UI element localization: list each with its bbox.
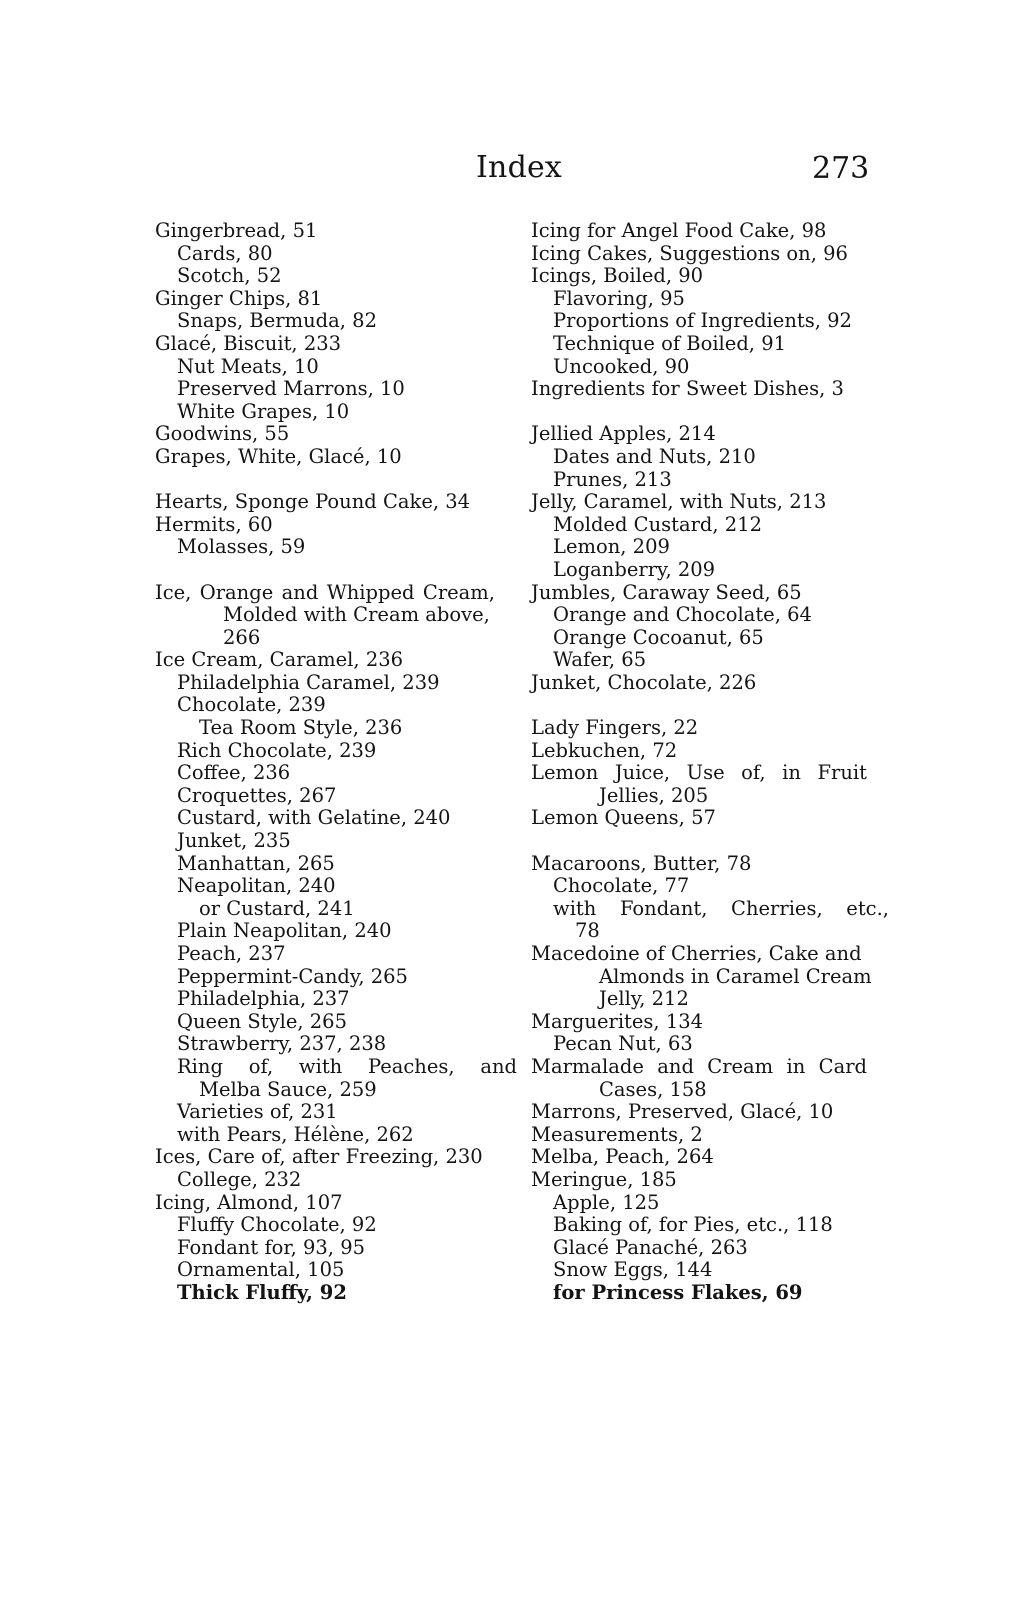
entry-spacer (531, 694, 891, 717)
index-subentry: Junket, 235 (177, 829, 291, 853)
index-subentry: Wafer, 65 (553, 648, 647, 672)
index-subentry: Custard, with Gelatine, 240 (177, 806, 451, 830)
index-subentry: Ornamental, 105 (177, 1258, 345, 1282)
index-entry: Ice, Orange and Whipped Cream, (155, 580, 495, 604)
index-entry: Icing Cakes, Suggestions on, 96 (531, 241, 848, 265)
index-entry: Jelly, Caramel, with Nuts, 213 (531, 490, 827, 514)
index-subentry: 266 (223, 625, 261, 649)
index-entry: Ices, Care of, after Freezing, 230 (155, 1145, 483, 1169)
index-subentry: Jellies, 205 (599, 783, 709, 807)
index-subentry: Dates and Nuts, 210 (553, 444, 756, 468)
index-entry: Hermits, 60 (155, 512, 273, 536)
index-subentry: Philadelphia Caramel, 239 (177, 670, 440, 694)
index-entry: Measurements, 2 (531, 1122, 703, 1146)
index-column-right (531, 220, 891, 1305)
index-column-left (155, 220, 515, 1305)
index-subentry: Queen Style, 265 (177, 1009, 347, 1033)
index-entry: Ginger Chips, 81 (155, 286, 323, 310)
index-subentry: Prunes, 213 (553, 467, 672, 491)
index-entry: Lebkuchen, 72 (531, 738, 678, 762)
index-entry: Meringue, 185 (531, 1167, 677, 1191)
index-subentry: College, 232 (177, 1167, 302, 1191)
index-entry: Ice Cream, Caramel, 236 (155, 648, 404, 672)
index-subentry: Tea Room Style, 236 (199, 716, 403, 740)
index-entry: Icing for Angel Food Cake, 98 (531, 219, 827, 242)
index-subentry: Glacé Panaché, 263 (553, 1235, 748, 1259)
index-subentry: Molded with Cream above, (223, 603, 490, 627)
index-entry: Grapes, White, Glacé, 10 (155, 444, 402, 468)
entry-spacer (155, 559, 515, 582)
index-subentry: Scotch, 52 (177, 264, 282, 288)
index-entry: Macaroons, Butter, 78 (531, 851, 752, 875)
index-entry: Junket, Chocolate, 226 (531, 670, 757, 694)
index-entry: Icings, Boiled, 90 (531, 264, 704, 288)
index-entry: Lemon Queens, 57 (531, 806, 716, 830)
index-subentry: Snaps, Bermuda, 82 (177, 309, 377, 333)
index-subentry: Cards, 80 (177, 241, 273, 265)
index-subentry: with Pears, Hélène, 262 (177, 1122, 414, 1146)
index-subentry: Technique of Boiled, 91 (553, 331, 787, 355)
index-subentry: Peppermint-Candy, 265 (177, 964, 408, 988)
index-subentry: Molded Custard, 212 (553, 512, 763, 536)
index-subentry: Cases, 158 (599, 1077, 707, 1101)
entry-spacer (531, 830, 891, 853)
index-subentry: Philadelphia, 237 (177, 987, 350, 1011)
index-subentry: Lemon, 209 (553, 535, 670, 559)
index-subentry: Orange Cocoanut, 65 (553, 625, 764, 649)
index-subentry: Almonds in Caramel Cream (599, 964, 872, 988)
index-entry: Gingerbread, 51 (155, 219, 318, 242)
index-entry: Marrons, Preserved, Glacé, 10 (531, 1100, 834, 1124)
index-entry: Glacé, Biscuit, 233 (155, 331, 342, 355)
index-subentry: Fondant for, 93, 95 (177, 1235, 366, 1259)
index-entry: Jumbles, Caraway Seed, 65 (531, 580, 802, 604)
index-entry: Lemon Juice, Use of, in Fruit (531, 761, 867, 785)
index-entry: Ingredients for Sweet Dishes, 3 (531, 377, 844, 401)
index-subentry: Coffee, 236 (177, 761, 291, 785)
index-subentry: Orange and Chocolate, 64 (553, 603, 812, 627)
index-subentry: Preserved Marrons, 10 (177, 377, 405, 401)
index-subentry: Fluffy Chocolate, 92 (177, 1213, 377, 1237)
index-subentry: Varieties of, 231 (177, 1100, 338, 1124)
index-subentry: Apple, 125 (553, 1190, 660, 1214)
index-subentry: with Fondant, Cherries, etc., (553, 896, 889, 920)
index-subentry: Thick Fluffy, 92 (177, 1280, 347, 1304)
index-subentry: Ring of, with Peaches, and (177, 1054, 517, 1078)
index-subentry: Jelly, 212 (599, 987, 689, 1011)
index-entry: Lady Fingers, 22 (531, 716, 699, 740)
index-subentry: Uncooked, 90 (553, 354, 690, 378)
index-subentry: Plain Neapolitan, 240 (177, 919, 392, 943)
index-subentry: or Custard, 241 (199, 896, 355, 920)
index-subentry: Rich Chocolate, 239 (177, 738, 377, 762)
page-number: 273 (812, 151, 870, 186)
index-subentry: Molasses, 59 (177, 535, 306, 559)
index-subentry: Proportions of Ingredients, 92 (553, 309, 852, 333)
index-entry: Marguerites, 134 (531, 1009, 704, 1033)
index-entry: Melba, Peach, 264 (531, 1145, 714, 1169)
index-subentry: Melba Sauce, 259 (199, 1077, 377, 1101)
index-entry: Marmalade and Cream in Card (531, 1054, 867, 1078)
index-subentry: Croquettes, 267 (177, 783, 337, 807)
index-subentry: White Grapes, 10 (177, 399, 350, 423)
index-subentry: Flavoring, 95 (553, 286, 685, 310)
entry-spacer (531, 401, 891, 424)
index-entry: Hearts, Sponge Pound Cake, 34 (155, 490, 471, 514)
index-subentry: Pecan Nut, 63 (553, 1032, 693, 1056)
index-subentry: Loganberry, 209 (553, 557, 716, 581)
index-subentry: Neapolitan, 240 (177, 874, 336, 898)
index-subentry: Chocolate, 239 (177, 693, 326, 717)
page-header (0, 148, 1035, 198)
index-subentry: Manhattan, 265 (177, 851, 335, 875)
index-entry: Icing, Almond, 107 (155, 1190, 343, 1214)
index-subentry: Peach, 237 (177, 942, 286, 965)
index-subentry: Chocolate, 77 (553, 874, 690, 898)
index-subentry: Strawberry, 237, 238 (177, 1032, 387, 1056)
entry-spacer (155, 469, 515, 492)
index-entry: Macedoine of Cherries, Cake and (531, 942, 862, 965)
index-subentry: Snow Eggs, 144 (553, 1258, 713, 1282)
index-subentry: for Princess Flakes, 69 (553, 1280, 803, 1304)
index-subentry: Baking of, for Pies, etc., 118 (553, 1213, 833, 1237)
index-entry: Jellied Apples, 214 (531, 422, 716, 446)
index-subentry: 78 (575, 919, 600, 943)
running-title: Index (476, 150, 563, 185)
index-subentry: Nut Meats, 10 (177, 354, 319, 378)
index-entry: Goodwins, 55 (155, 422, 290, 446)
